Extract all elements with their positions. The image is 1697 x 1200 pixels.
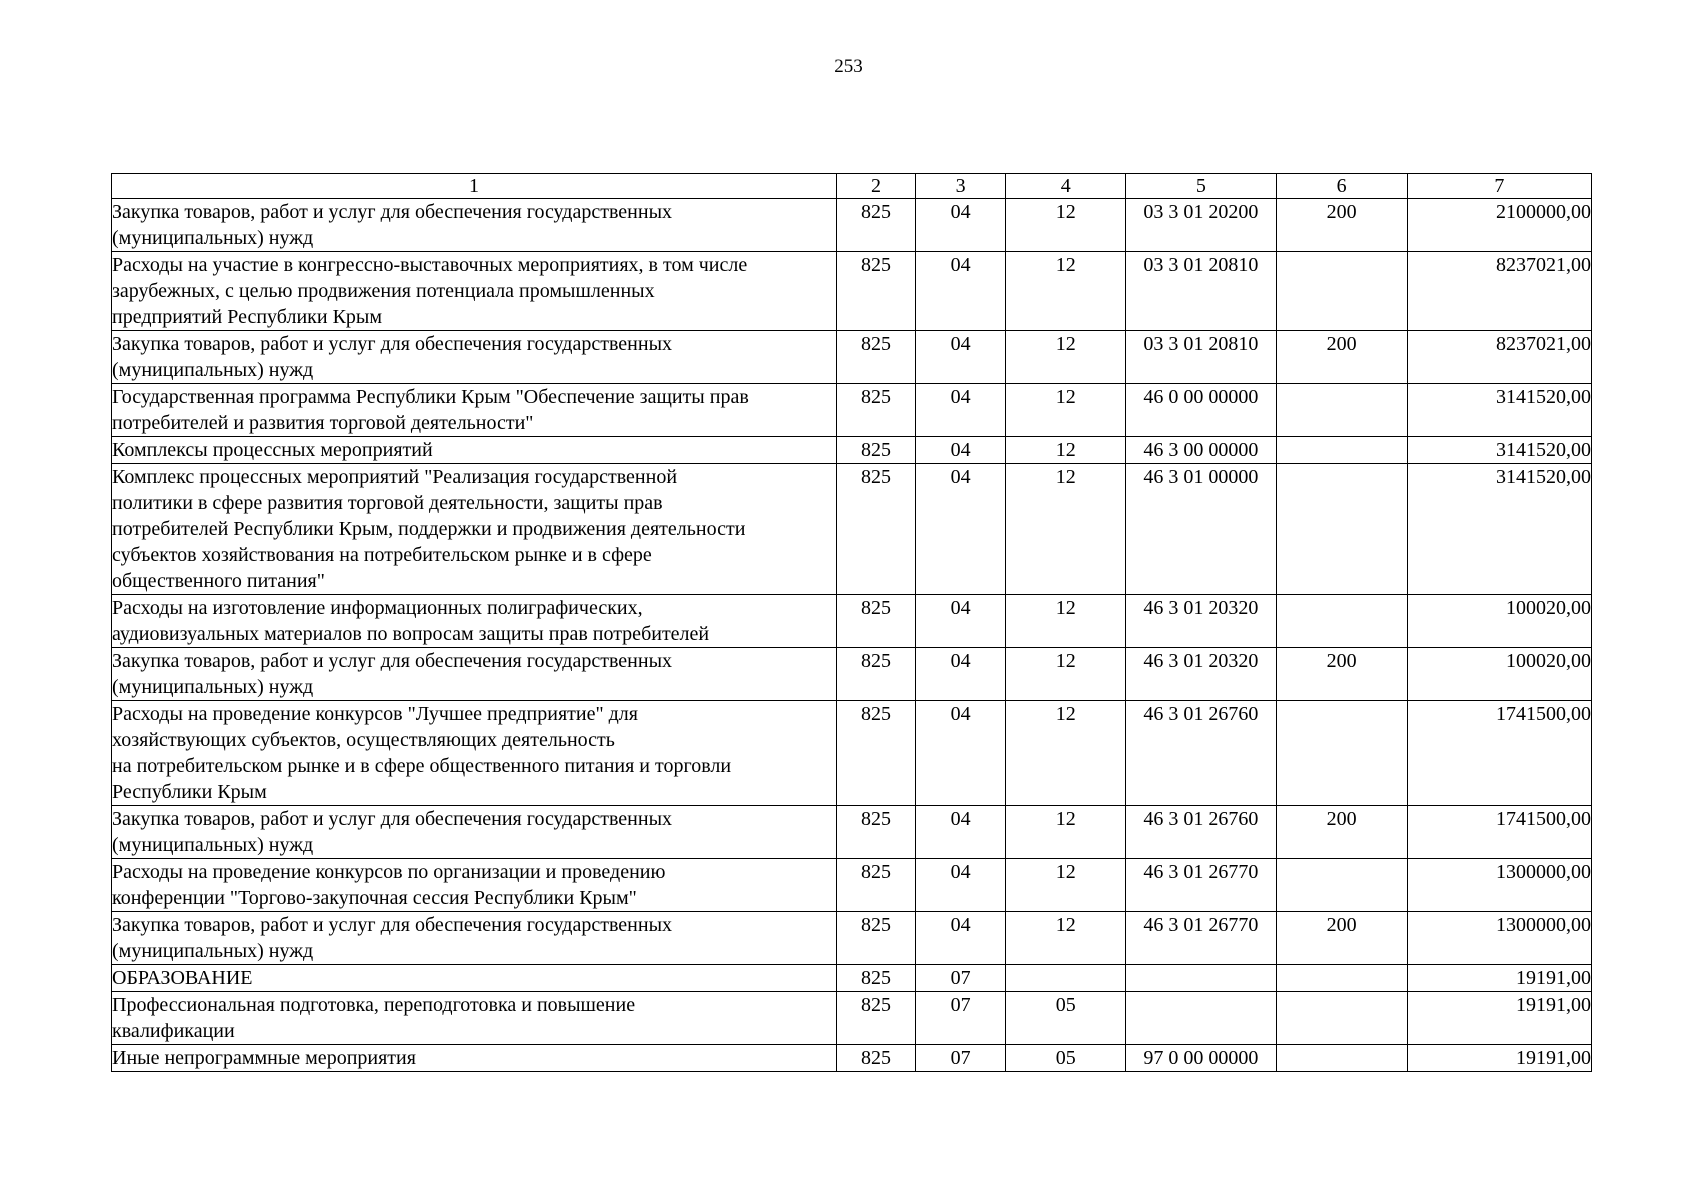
target-article-cell: 03 3 01 20200 [1126, 199, 1276, 252]
section-code-cell: 04 [916, 331, 1006, 384]
table-row [112, 912, 1592, 965]
target-article-cell: 46 3 01 26760 [1126, 701, 1276, 806]
target-article-cell: 46 3 01 00000 [1126, 464, 1276, 595]
expense-type-cell: 200 [1276, 912, 1407, 965]
expense-type-cell [1276, 595, 1407, 648]
amount-cell: 8237021,00 [1407, 252, 1591, 331]
section-code-cell: 04 [916, 252, 1006, 331]
section-code-cell: 04 [916, 859, 1006, 912]
target-article-cell: 03 3 01 20810 [1126, 331, 1276, 384]
expense-type-cell [1276, 992, 1407, 1045]
subsection-code-cell: 12 [1006, 912, 1126, 965]
subsection-code-cell: 12 [1006, 331, 1126, 384]
expense-type-cell [1276, 859, 1407, 912]
subsection-code-cell: 12 [1006, 384, 1126, 437]
row-name-cell: Закупка товаров, работ и услуг для обеспечения государственных (муниципальных) нужд [112, 331, 837, 384]
row-name-cell: Профессиональная подготовка, переподготовка и повышение квалификации [112, 992, 837, 1045]
expense-type-cell: 200 [1276, 199, 1407, 252]
target-article-cell: 97 0 00 00000 [1126, 1045, 1276, 1072]
target-article-cell: 46 3 01 20320 [1126, 595, 1276, 648]
target-article-cell: 46 3 01 26770 [1126, 859, 1276, 912]
row-name-cell: Расходы на проведение конкурсов "Лучшее предприятие" для хозяйствующих субъектов, осуществляющих деятельность на потребительском рынке и в сфере общественного питания и торговли Республики Крым [112, 701, 837, 806]
target-article-cell [1126, 992, 1276, 1045]
amount-cell: 100020,00 [1407, 595, 1591, 648]
col-header-3: 3 [916, 174, 1006, 199]
ministry-code-cell: 825 [836, 992, 915, 1045]
ministry-code-cell: 825 [836, 1045, 915, 1072]
amount-cell: 1741500,00 [1407, 806, 1591, 859]
section-code-cell: 07 [916, 965, 1006, 992]
expense-type-cell [1276, 1045, 1407, 1072]
amount-cell: 1300000,00 [1407, 859, 1591, 912]
col-header-5: 5 [1126, 174, 1276, 199]
row-name-cell: Комплексы процессных мероприятий [112, 437, 837, 464]
table-row [112, 965, 1592, 992]
ministry-code-cell: 825 [836, 859, 915, 912]
col-header-1: 1 [112, 174, 837, 199]
table-row [112, 384, 1592, 437]
subsection-code-cell: 05 [1006, 992, 1126, 1045]
row-name-cell: Иные непрограммные мероприятия [112, 1045, 837, 1072]
row-name-cell: Закупка товаров, работ и услуг для обеспечения государственных (муниципальных) нужд [112, 912, 837, 965]
ministry-code-cell: 825 [836, 648, 915, 701]
row-name-cell: Закупка товаров, работ и услуг для обеспечения государственных (муниципальных) нужд [112, 199, 837, 252]
target-article-cell: 46 0 00 00000 [1126, 384, 1276, 437]
target-article-cell: 03 3 01 20810 [1126, 252, 1276, 331]
target-article-cell: 46 3 01 20320 [1126, 648, 1276, 701]
amount-cell: 100020,00 [1407, 648, 1591, 701]
table-row [112, 806, 1592, 859]
ministry-code-cell: 825 [836, 806, 915, 859]
table-row [112, 1045, 1592, 1072]
amount-cell: 1741500,00 [1407, 701, 1591, 806]
row-name-cell: ОБРАЗОВАНИЕ [112, 965, 837, 992]
header-row [112, 174, 1592, 199]
amount-cell: 2100000,00 [1407, 199, 1591, 252]
section-code-cell: 04 [916, 701, 1006, 806]
ministry-code-cell: 825 [836, 912, 915, 965]
ministry-code-cell: 825 [836, 965, 915, 992]
table-row [112, 437, 1592, 464]
amount-cell: 19191,00 [1407, 992, 1591, 1045]
ministry-code-cell: 825 [836, 595, 915, 648]
amount-cell: 3141520,00 [1407, 384, 1591, 437]
subsection-code-cell: 12 [1006, 595, 1126, 648]
ministry-code-cell: 825 [836, 252, 915, 331]
table-row [112, 595, 1592, 648]
subsection-code-cell: 12 [1006, 648, 1126, 701]
expense-type-cell [1276, 437, 1407, 464]
row-name-cell: Расходы на изготовление информационных полиграфических, аудиовизуальных материалов по вопросам защиты прав потребителей [112, 595, 837, 648]
ministry-code-cell: 825 [836, 464, 915, 595]
subsection-code-cell: 12 [1006, 464, 1126, 595]
target-article-cell: 46 3 01 26770 [1126, 912, 1276, 965]
subsection-code-cell: 12 [1006, 199, 1126, 252]
page-number: 253 [834, 56, 863, 77]
expense-type-cell [1276, 384, 1407, 437]
subsection-code-cell: 05 [1006, 1045, 1126, 1072]
target-article-cell: 46 3 01 26760 [1126, 806, 1276, 859]
table-row [112, 199, 1592, 252]
amount-cell: 19191,00 [1407, 1045, 1591, 1072]
col-header-4: 4 [1006, 174, 1126, 199]
ministry-code-cell: 825 [836, 384, 915, 437]
expense-type-cell: 200 [1276, 648, 1407, 701]
table-row [112, 701, 1592, 806]
subsection-code-cell: 12 [1006, 437, 1126, 464]
table-row [112, 464, 1592, 595]
table-row [112, 331, 1592, 384]
section-code-cell: 04 [916, 437, 1006, 464]
section-code-cell: 04 [916, 806, 1006, 859]
section-code-cell: 07 [916, 1045, 1006, 1072]
subsection-code-cell: 12 [1006, 701, 1126, 806]
ministry-code-cell: 825 [836, 437, 915, 464]
subsection-code-cell: 12 [1006, 252, 1126, 331]
subsection-code-cell [1006, 965, 1126, 992]
col-header-6: 6 [1276, 174, 1407, 199]
amount-cell: 19191,00 [1407, 965, 1591, 992]
budget-table [111, 173, 1592, 1072]
table-row [112, 859, 1592, 912]
expense-type-cell: 200 [1276, 331, 1407, 384]
amount-cell: 1300000,00 [1407, 912, 1591, 965]
section-code-cell: 04 [916, 648, 1006, 701]
row-name-cell: Государственная программа Республики Крым "Обеспечение защиты прав потребителей и развития торговой деятельности" [112, 384, 837, 437]
row-name-cell: Закупка товаров, работ и услуг для обеспечения государственных (муниципальных) нужд [112, 806, 837, 859]
ministry-code-cell: 825 [836, 199, 915, 252]
target-article-cell [1126, 965, 1276, 992]
col-header-7: 7 [1407, 174, 1591, 199]
section-code-cell: 04 [916, 199, 1006, 252]
section-code-cell: 04 [916, 595, 1006, 648]
expense-type-cell: 200 [1276, 806, 1407, 859]
row-name-cell: Комплекс процессных мероприятий "Реализация государственной политики в сфере развития торговой деятельности, защиты прав потребителей Республики Крым, поддержки и продвижения деятельности субъектов хозяйствования на потребительском рынке и в сфере общественного питания" [112, 464, 837, 595]
section-code-cell: 04 [916, 464, 1006, 595]
section-code-cell: 07 [916, 992, 1006, 1045]
table-row [112, 992, 1592, 1045]
subsection-code-cell: 12 [1006, 859, 1126, 912]
section-code-cell: 04 [916, 912, 1006, 965]
row-name-cell: Расходы на участие в конгрессно-выставочных мероприятиях, в том числе зарубежных, с целью продвижения потенциала промышленных предприятий Республики Крым [112, 252, 837, 331]
table-row [112, 648, 1592, 701]
section-code-cell: 04 [916, 384, 1006, 437]
ministry-code-cell: 825 [836, 331, 915, 384]
expense-type-cell [1276, 464, 1407, 595]
amount-cell: 3141520,00 [1407, 437, 1591, 464]
expense-type-cell [1276, 965, 1407, 992]
subsection-code-cell: 12 [1006, 806, 1126, 859]
table-row [112, 252, 1592, 331]
expense-type-cell [1276, 701, 1407, 806]
amount-cell: 8237021,00 [1407, 331, 1591, 384]
row-name-cell: Расходы на проведение конкурсов по организации и проведению конференции "Торгово-закупочная сессия Республики Крым" [112, 859, 837, 912]
col-header-2: 2 [836, 174, 915, 199]
ministry-code-cell: 825 [836, 701, 915, 806]
row-name-cell: Закупка товаров, работ и услуг для обеспечения государственных (муниципальных) нужд [112, 648, 837, 701]
amount-cell: 3141520,00 [1407, 464, 1591, 595]
target-article-cell: 46 3 00 00000 [1126, 437, 1276, 464]
expense-type-cell [1276, 252, 1407, 331]
